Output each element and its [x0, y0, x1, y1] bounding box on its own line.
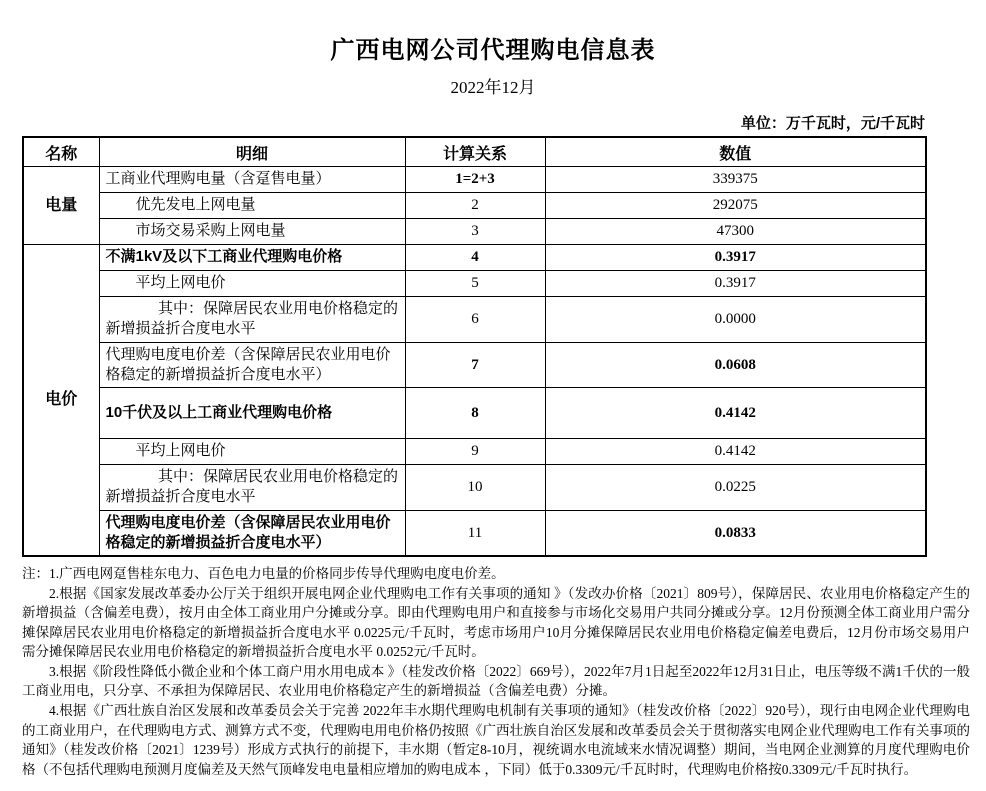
- footnote: 注：1.广西电网趸售桂东电力、百色电力电量的价格同步传导代理购电度电价差。: [22, 566, 505, 581]
- value-cell: 47300: [545, 219, 926, 245]
- detail-cell: 代理购电度电价差（含保障居民农业用电价格稳定的新增损益折合度电水平）: [99, 510, 405, 556]
- relation-cell: 11: [405, 510, 545, 556]
- detail-cell: 平均上网电价: [99, 439, 405, 465]
- footnote: 2.根据《国家发展改革委办公厅关于组织开展电网企业代理购电工作有关事项的通知 》（发改办价格〔2021〕809号），保障居民、农业用电价格稳定产生的新增损益（含偏差电费），按月由全体工商业用户分摊或分享。即由代理购电用户和直接参与市场化交易用户共同分摊或分享。12月份预测全体工商业用户需分摊保障居民农业用电价格稳定的新增损益折合度电水平 0.0225元/千瓦时，考虑市场用户10月分摊保障居民农业用电价格稳定偏差电费后，12月份市场交易用户需分摊保障居民农业用电价格稳定的新增损益折合度电水平 0.0252元/千瓦时。: [22, 585, 970, 660]
- footnotes: [22, 564, 970, 779]
- relation-cell: 6: [405, 297, 545, 343]
- detail-cell: 10千伏及以上工商业代理购电价格: [99, 388, 405, 439]
- relation-cell: 2: [405, 193, 545, 219]
- value-cell: 0.0608: [545, 342, 926, 388]
- table-header-row: [23, 137, 926, 167]
- value-cell: 339375: [545, 167, 926, 193]
- column-header: 数值: [545, 137, 926, 167]
- table-row: [23, 342, 926, 388]
- value-cell: 0.0833: [545, 510, 926, 556]
- relation-cell: 8: [405, 388, 545, 439]
- column-header: 明细: [99, 137, 405, 167]
- table-row: [23, 219, 926, 245]
- table-row: [23, 510, 926, 556]
- column-header: 名称: [23, 137, 99, 167]
- relation-cell: 10: [405, 465, 545, 511]
- detail-cell: 工商业代理购电量（含趸售电量）: [99, 167, 405, 193]
- detail-cell: 市场交易采购上网电量: [99, 219, 405, 245]
- relation-cell: 7: [405, 342, 545, 388]
- detail-cell: 代理购电度电价差（含保障居民农业用电价格稳定的新增损益折合度电水平）: [99, 342, 405, 388]
- purchase-info-table: [22, 136, 927, 557]
- column-header: 计算关系: [405, 137, 545, 167]
- detail-cell: 其中：保障居民农业用电价格稳定的新增损益折合度电水平: [99, 297, 405, 343]
- footnote: 3.根据《阶段性降低小微企业和个体工商户用水用电成本 》（桂发改价格〔2022〕669号），2022年7月1日起至2022年12月31日止，电压等级不满1千伏的一般工商业用电，只分享、不承担为保障居民、农业用电价格稳定产生的新增损益（含偏差电费）分摊。: [22, 663, 970, 699]
- relation-cell: 3: [405, 219, 545, 245]
- table-row: [23, 465, 926, 511]
- value-cell: 0.0000: [545, 297, 926, 343]
- relation-cell: 5: [405, 271, 545, 297]
- category-cell: 电量: [23, 167, 99, 245]
- table-row: [23, 245, 926, 271]
- value-cell: 292075: [545, 193, 926, 219]
- relation-cell: 1=2+3: [405, 167, 545, 193]
- detail-cell: 不满1kV及以下工商业代理购电价格: [99, 245, 405, 271]
- value-cell: 0.4142: [545, 439, 926, 465]
- table-row: [23, 167, 926, 193]
- relation-cell: 4: [405, 245, 545, 271]
- detail-cell: 其中：保障居民农业用电价格稳定的新增损益折合度电水平: [99, 465, 405, 511]
- report-month: 2022年12月: [450, 78, 536, 97]
- value-cell: 0.0225: [545, 465, 926, 511]
- value-cell: 0.4142: [545, 388, 926, 439]
- table-row: [23, 297, 926, 343]
- table-row: [23, 439, 926, 465]
- table-row: [23, 271, 926, 297]
- unit-label: 单位：万千瓦时，元/千瓦时: [740, 115, 925, 132]
- detail-cell: 优先发电上网电量: [99, 193, 405, 219]
- table-row: [23, 193, 926, 219]
- relation-cell: 9: [405, 439, 545, 465]
- detail-cell: 平均上网电价: [99, 271, 405, 297]
- value-cell: 0.3917: [545, 245, 926, 271]
- value-cell: 0.3917: [545, 271, 926, 297]
- footnote: 4.根据《广西壮族自治区发展和改革委员会关于完善 2022年丰水期代理购电机制有关事项的通知》（桂发改价格〔2022〕920号），现行由电网企业代理购电的工商业用户，在代理购电方式、测算方式不变，代理购电用电价格仍按照《广西壮族自治区发展和改革委员会关于贯彻落实电网企业代理购电工作有关事项的通知》（桂发改价格〔2021〕1239号）形成方式执行的前提下，丰水期（暂定8-10月，视统调水电流域来水情况调整）期间，当电网企业测算的月度代理购电价格（不包括代理购电预测月度偏差及天然气顶峰发电电量相应增加的购电成本 ，下同）低于0.3309元/千瓦时时，代理购电价格按0.3309元/千瓦时执行。: [22, 702, 970, 777]
- table-row: [23, 388, 926, 439]
- category-cell: 电价: [23, 245, 99, 557]
- table-header: [23, 137, 926, 167]
- page-title: 广西电网公司代理购电信息表: [330, 37, 656, 64]
